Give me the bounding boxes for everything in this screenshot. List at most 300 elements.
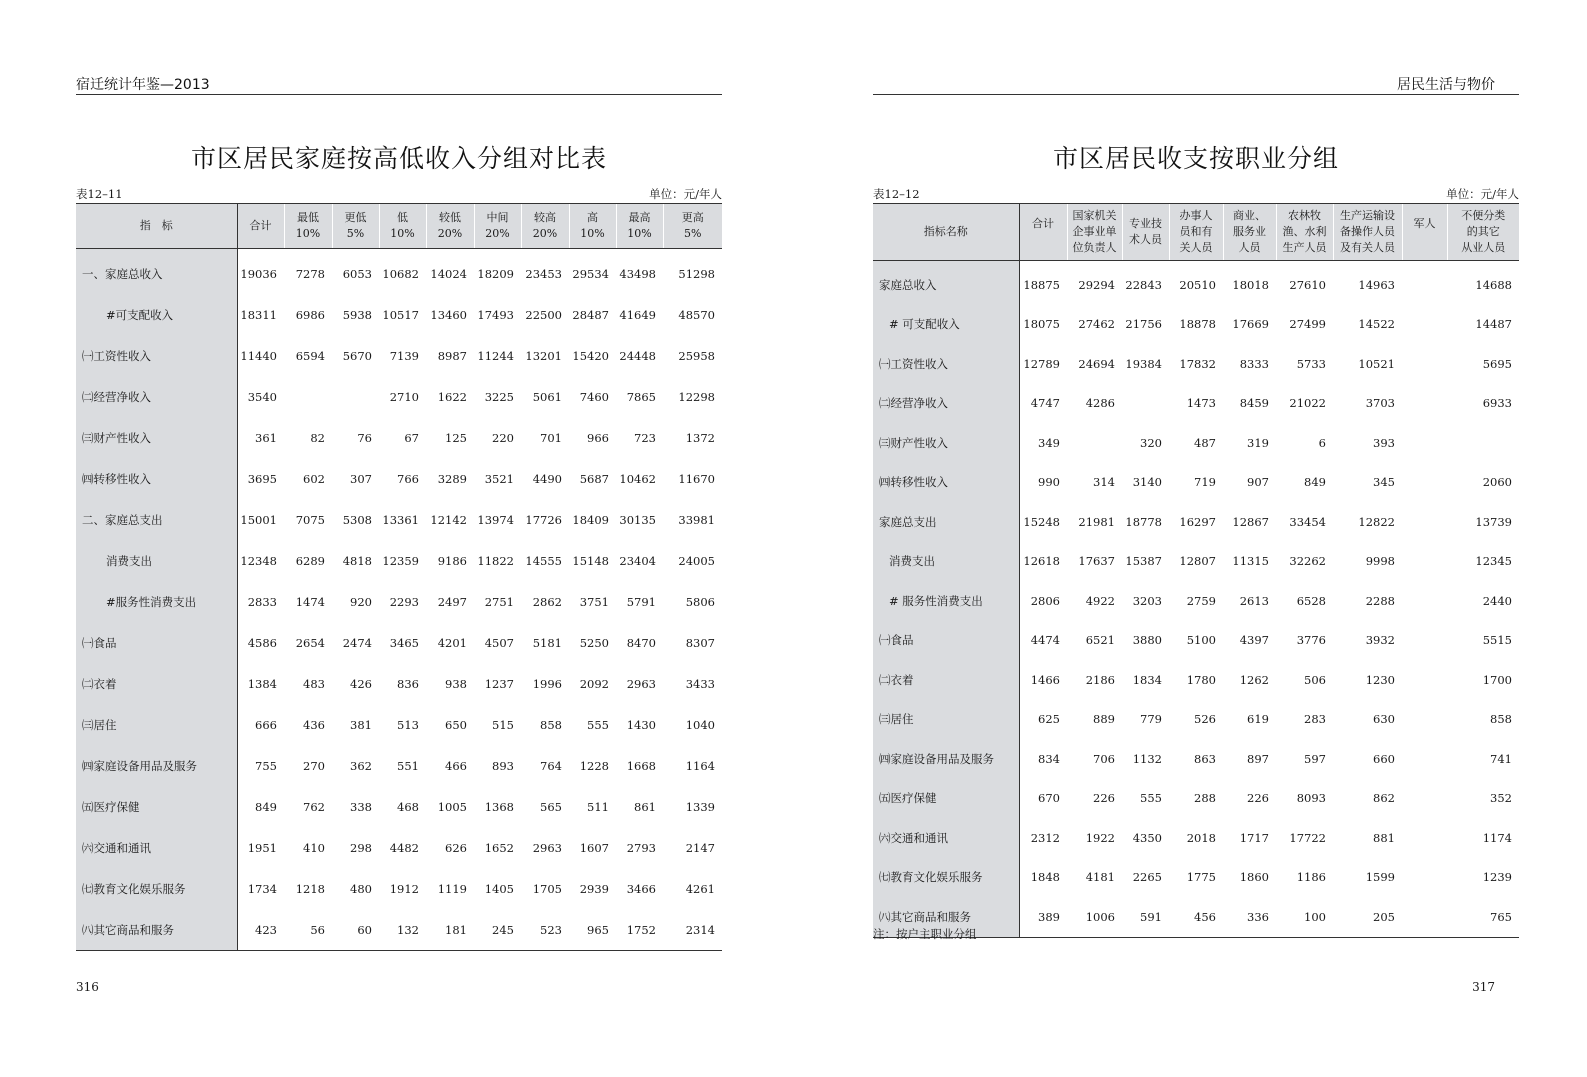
table-cell: 125	[445, 430, 467, 445]
column-header	[521, 204, 569, 249]
table-cell	[1402, 660, 1447, 700]
table-cell	[1402, 305, 1447, 345]
table-cell: 5100	[1186, 633, 1216, 648]
table-row	[873, 344, 1519, 384]
table-cell: 11822	[477, 553, 514, 568]
table-cell: 18209	[477, 266, 514, 281]
table-cell: 6528	[1296, 593, 1326, 608]
table-cell	[1402, 818, 1447, 858]
table-cell: 1834	[1132, 672, 1162, 687]
column-header	[569, 204, 616, 249]
income-group-table	[76, 203, 722, 951]
unit-label: 单位：元/年人	[649, 187, 722, 201]
header-row	[873, 204, 1519, 261]
table-cell	[1402, 779, 1447, 819]
table-cell: 591	[1122, 897, 1169, 937]
table-cell: 56	[284, 909, 332, 951]
table-cell: 4261	[685, 881, 715, 896]
row-label: ㈢财产性收入	[76, 417, 237, 458]
table-cell: 13201	[525, 348, 562, 363]
column-header	[1276, 204, 1333, 261]
table-row	[873, 305, 1519, 345]
table-row	[76, 786, 722, 827]
table-cell: 762	[303, 799, 325, 814]
table-cell	[1402, 897, 1447, 937]
column-header-line: 关人员	[1179, 241, 1213, 254]
table-title: 市区居民家庭按高低收入分组对比表	[190, 143, 607, 173]
table-cell: 23404	[619, 553, 656, 568]
table-cell: 1607	[579, 840, 609, 855]
table-cell: 2092	[579, 676, 609, 691]
row-label: ㈤医疗保健	[76, 786, 237, 827]
table-cell: 1622	[437, 389, 467, 404]
table-cell: 349	[1038, 435, 1060, 450]
table-cell: 19384	[1125, 356, 1162, 371]
table-cell: 4286	[1085, 396, 1115, 411]
table-cell: 76	[357, 430, 372, 445]
column-header	[1447, 204, 1519, 261]
table-cell: 15387	[1125, 554, 1162, 569]
page-number: 317	[1472, 980, 1495, 994]
table-cell: 2288	[1365, 593, 1395, 608]
table-cell: 4490	[532, 471, 562, 486]
table-cell: 2806	[1030, 593, 1060, 608]
table-cell: 352	[1490, 791, 1512, 806]
table-cell: 3751	[579, 594, 609, 609]
table-cell: 12345	[1475, 554, 1512, 569]
table-cell: 436	[303, 717, 325, 732]
table-cell: 483	[303, 676, 325, 691]
table-cell: 32262	[1289, 554, 1326, 569]
table-cell: 565	[540, 799, 562, 814]
table-cell: 18878	[1179, 317, 1216, 332]
table-cell: 14487	[1475, 317, 1512, 332]
column-header-line: 5%	[684, 227, 702, 240]
table-cell: 6053	[342, 266, 372, 281]
table-cell: 1005	[437, 799, 467, 814]
header-rule	[873, 94, 1519, 95]
table-cell: 515	[492, 717, 514, 732]
table-cell: 17637	[1078, 554, 1115, 569]
table-cell: 7460	[579, 389, 609, 404]
table-cell: 8470	[626, 635, 656, 650]
column-header-line: 企事业单	[1072, 225, 1117, 238]
table-cell: 8093	[1296, 791, 1326, 806]
table-cell: 11670	[678, 471, 715, 486]
table-cell: 226	[1247, 791, 1269, 806]
table-cell: 426	[350, 676, 372, 691]
table-cell: 990	[1038, 475, 1060, 490]
column-header-line: 10%	[295, 227, 321, 240]
table-cell: 13361	[382, 512, 419, 527]
column-header-line: 较高	[534, 211, 556, 224]
table-cell: 181	[426, 909, 474, 951]
table-cell: 670	[1038, 791, 1060, 806]
right-page	[790, 0, 1587, 1077]
table-row	[873, 779, 1519, 819]
table-cell: 298	[350, 840, 372, 855]
row-label: ㈠工资性收入	[873, 344, 1019, 384]
table-cell: 14522	[1358, 317, 1395, 332]
table-cell: 18875	[1023, 277, 1060, 292]
table-cell: 33454	[1289, 514, 1326, 529]
table-cell: 1848	[1030, 870, 1060, 885]
column-header-line: 从业人员	[1461, 241, 1506, 254]
column-header-line: 更低	[344, 211, 367, 224]
table-cell: 597	[1304, 751, 1326, 766]
table-cell: 27610	[1289, 277, 1326, 292]
table-row	[873, 858, 1519, 898]
table-cell: 1599	[1365, 870, 1395, 885]
table-cell: 4474	[1030, 633, 1060, 648]
column-header-index: 指标名称	[873, 204, 1019, 261]
table-cell: 12359	[382, 553, 419, 568]
table-cell: 1700	[1482, 672, 1512, 687]
row-label: ㈡衣着	[873, 660, 1019, 700]
column-header	[1122, 204, 1169, 261]
table-cell	[1402, 423, 1447, 463]
table-cell: 619	[1247, 712, 1269, 727]
table-cell: 5515	[1482, 633, 1512, 648]
table-cell	[1447, 423, 1519, 463]
row-label: 消费支出	[76, 540, 237, 581]
table-cell	[1402, 700, 1447, 740]
table-cell	[1402, 344, 1447, 384]
table-cell: 7075	[295, 512, 325, 527]
table-cell: 22500	[525, 307, 562, 322]
table-row	[873, 463, 1519, 503]
table-cell: 12618	[1023, 554, 1060, 569]
table-cell: 24694	[1078, 356, 1115, 371]
table-cell: 15420	[572, 348, 609, 363]
table-row	[76, 376, 722, 417]
table-cell: 14555	[525, 553, 562, 568]
column-header-line: 不便分类	[1461, 209, 1506, 222]
column-header-line: 术人员	[1129, 233, 1162, 246]
table-cell: 889	[1093, 712, 1115, 727]
table-cell: 6521	[1085, 633, 1115, 648]
table-cell: 29294	[1078, 277, 1115, 292]
table-cell: 480	[350, 881, 372, 896]
table-row	[76, 294, 722, 335]
table-cell: 2440	[1482, 593, 1512, 608]
table-cell: 965	[569, 909, 616, 951]
table-cell	[1402, 621, 1447, 661]
table-cell: 4922	[1085, 593, 1115, 608]
table-cell: 5791	[626, 594, 656, 609]
table-cell: 5181	[532, 635, 562, 650]
table-cell: 719	[1194, 475, 1216, 490]
table-cell: 555	[1140, 791, 1162, 806]
table-cell: 4181	[1085, 870, 1115, 885]
table-cell: 25958	[678, 348, 715, 363]
table-cell: 361	[255, 430, 277, 445]
table-cell: 2613	[1239, 593, 1269, 608]
running-head: 宿迁统计年鉴—2013	[76, 77, 210, 93]
table-cell: 5250	[579, 635, 609, 650]
table-cell: 861	[634, 799, 656, 814]
table-cell: 1466	[1030, 672, 1060, 687]
table-cell: 51298	[678, 266, 715, 281]
table-cell: 15001	[240, 512, 277, 527]
row-label: ㈣转移性收入	[873, 463, 1019, 503]
column-header-line: 国家机关	[1072, 209, 1117, 222]
table-cell: 858	[1490, 712, 1512, 727]
table-cell: 16297	[1179, 514, 1216, 529]
column-header-line: 低	[397, 211, 408, 224]
table-cell: 1752	[616, 909, 663, 951]
table-cell: 410	[303, 840, 325, 855]
table-row	[76, 868, 722, 909]
table-cell	[1402, 739, 1447, 779]
column-header-line: 最低	[297, 211, 319, 224]
table-cell: 8459	[1239, 396, 1269, 411]
table-cell: 2751	[484, 594, 514, 609]
row-label: ㈥交通和通讯	[76, 827, 237, 868]
row-label: 家庭总收入	[873, 261, 1019, 305]
left-page	[0, 0, 790, 1077]
row-label: ㈣转移性收入	[76, 458, 237, 499]
row-label: ㈡经营净收入	[76, 376, 237, 417]
table-cell: 755	[255, 758, 277, 773]
table-cell: 1996	[532, 676, 562, 691]
row-label: # 服务性消费支出	[873, 581, 1019, 621]
table-cell: 1040	[685, 717, 715, 732]
table-cell: 1384	[247, 676, 277, 691]
table-cell: 966	[587, 430, 609, 445]
table-row	[873, 502, 1519, 542]
table-title: 市区居民收支按职业分组	[1052, 143, 1339, 173]
table-cell: 270	[303, 758, 325, 773]
table-cell: 907	[1247, 475, 1269, 490]
column-header-line: 生产人员	[1282, 241, 1327, 254]
table-cell: 1186	[1296, 870, 1326, 885]
table-row	[76, 540, 722, 581]
table-cell: 3433	[685, 676, 715, 691]
column-header	[284, 204, 332, 249]
table-cell: 1237	[484, 676, 514, 691]
column-header-line: 服务业	[1233, 225, 1266, 238]
column-header-line: 员和有	[1179, 225, 1213, 238]
table-cell: 319	[1247, 435, 1269, 450]
column-header	[426, 204, 474, 249]
column-header-line: 渔、水利	[1282, 225, 1327, 238]
table-cell: 21022	[1289, 396, 1326, 411]
table-cell: 12807	[1179, 554, 1216, 569]
column-header-index: 指 标	[76, 204, 237, 249]
table-row	[76, 581, 722, 622]
table-cell	[284, 376, 332, 417]
table-cell: 3932	[1365, 633, 1395, 648]
table-cell: 23453	[525, 266, 562, 281]
column-header	[1402, 204, 1447, 261]
table-cell	[1067, 423, 1122, 463]
table-cell: 27462	[1078, 317, 1115, 332]
table-row	[76, 663, 722, 704]
table-cell: 1473	[1186, 396, 1216, 411]
table-cell: 1705	[532, 881, 562, 896]
table-cell: 41649	[619, 307, 656, 322]
column-header-line: 合计	[1032, 217, 1054, 230]
row-label: ㈣家庭设备用品及服务	[873, 739, 1019, 779]
unit-label: 单位：元/年人	[1446, 187, 1519, 201]
table-cell: 513	[397, 717, 419, 732]
table-cell: 12789	[1023, 356, 1060, 371]
table-cell: 389	[1019, 897, 1067, 937]
table-cell: 220	[492, 430, 514, 445]
table-cell: 1780	[1186, 672, 1216, 687]
table-cell: 22843	[1125, 277, 1162, 292]
table-cell: 4482	[389, 840, 419, 855]
table-cell: 5061	[532, 389, 562, 404]
table-cell: 1922	[1085, 830, 1115, 845]
table-cell: 3465	[389, 635, 419, 650]
table-cell: 2710	[389, 389, 419, 404]
table-cell: 10682	[382, 266, 419, 281]
table-row	[873, 261, 1519, 305]
table-cell: 1372	[685, 430, 715, 445]
table-cell: 2759	[1186, 593, 1216, 608]
column-header	[237, 204, 284, 249]
table-cell: 1230	[1365, 672, 1395, 687]
table-cell: 19036	[240, 266, 277, 281]
table-cell: 2314	[663, 909, 722, 951]
column-header-line: 位负责人	[1072, 241, 1117, 254]
table-row	[873, 581, 1519, 621]
table-cell: 18778	[1125, 514, 1162, 529]
table-number: 表12–11	[76, 187, 123, 201]
table-cell: 1174	[1482, 830, 1512, 845]
table-cell: 741	[1490, 751, 1512, 766]
row-label: ㈤医疗保健	[873, 779, 1019, 819]
table-cell: 338	[350, 799, 372, 814]
table-cell: 1262	[1239, 672, 1269, 687]
table-cell: 1405	[484, 881, 514, 896]
table-cell: 4350	[1132, 830, 1162, 845]
table-cell: 1912	[389, 881, 419, 896]
table-cell: 626	[445, 840, 467, 855]
column-header-line: 办事人	[1179, 209, 1213, 222]
table-cell: 1339	[685, 799, 715, 814]
table-cell: 314	[1093, 475, 1115, 490]
table-cell: 132	[379, 909, 426, 951]
table-cell: 2186	[1085, 672, 1115, 687]
table-cell: 5733	[1296, 356, 1326, 371]
table-cell: 3289	[437, 471, 467, 486]
table-cell: 3466	[626, 881, 656, 896]
table-cell: 555	[587, 717, 609, 732]
table-note: 注：按户主职业分组	[873, 927, 977, 941]
table-cell: 5806	[685, 594, 715, 609]
occupation-group-table	[873, 203, 1519, 938]
column-header-line: 10%	[390, 227, 415, 240]
table-cell: 10462	[619, 471, 656, 486]
column-header-line: 20%	[485, 227, 510, 240]
row-label: ㈥交通和通讯	[873, 818, 1019, 858]
table-cell: 3225	[484, 389, 514, 404]
table-cell: 2265	[1132, 870, 1162, 885]
table-cell: 602	[303, 471, 325, 486]
table-cell: 13460	[430, 307, 467, 322]
table-number: 表12–12	[873, 187, 920, 201]
table-cell: 526	[1194, 712, 1216, 727]
table-cell: 12348	[240, 553, 277, 568]
row-label: ㈦教育文化娱乐服务	[873, 858, 1019, 898]
column-header-line: 较低	[439, 211, 461, 224]
table-row	[76, 704, 722, 745]
table-cell: 9186	[437, 553, 467, 568]
table-row	[873, 739, 1519, 779]
table-cell: 15148	[572, 553, 609, 568]
table-cell: 1006	[1067, 897, 1122, 937]
table-cell: 21756	[1125, 317, 1162, 332]
table-cell: 5695	[1482, 356, 1512, 371]
table-cell: 468	[397, 799, 419, 814]
table-cell: 766	[397, 471, 419, 486]
table-cell: 27499	[1289, 317, 1326, 332]
table-cell: 1239	[1482, 870, 1512, 885]
table-cell: 320	[1140, 435, 1162, 450]
table-cell: 11440	[240, 348, 277, 363]
table-cell: 12867	[1232, 514, 1269, 529]
table-cell: 6289	[295, 553, 325, 568]
page-number: 316	[76, 980, 99, 994]
table-cell: 2497	[437, 594, 467, 609]
row-label: 消费支出	[873, 542, 1019, 582]
table-cell: 226	[1093, 791, 1115, 806]
table-cell: 1717	[1239, 830, 1269, 845]
table-cell: 2654	[295, 635, 325, 650]
column-header-line: 的其它	[1466, 225, 1500, 238]
table-cell: 4586	[247, 635, 277, 650]
table-cell: 3776	[1296, 633, 1326, 648]
column-header-line: 5%	[346, 227, 365, 240]
table-row	[76, 335, 722, 376]
table-cell	[1402, 261, 1447, 305]
table-row	[76, 909, 722, 951]
table-cell: 8987	[437, 348, 467, 363]
row-label: ㈡经营净收入	[873, 384, 1019, 424]
table-cell: 2018	[1186, 830, 1216, 845]
column-header-line: 10%	[627, 227, 652, 240]
table-cell: 82	[310, 430, 325, 445]
table-cell: 2293	[389, 594, 419, 609]
table-row	[873, 542, 1519, 582]
header-row	[76, 204, 722, 249]
column-header-line: 专业技	[1129, 217, 1162, 230]
table-cell: 1430	[626, 717, 656, 732]
table-cell: 11315	[1232, 554, 1269, 569]
column-header-line: 20%	[437, 227, 463, 240]
table-cell: 3695	[247, 471, 277, 486]
column-header	[332, 204, 379, 249]
table-cell: 1652	[484, 840, 514, 855]
table-cell: 307	[350, 471, 372, 486]
table-cell: 506	[1304, 672, 1326, 687]
column-header	[616, 204, 663, 249]
table-cell: 423	[237, 909, 284, 951]
table-row	[76, 827, 722, 868]
table-cell: 897	[1247, 751, 1269, 766]
column-header	[1169, 204, 1223, 261]
table-cell: 1218	[295, 881, 325, 896]
column-header-line: 人员	[1238, 241, 1261, 254]
table-row	[873, 660, 1519, 700]
table-cell: 466	[445, 758, 467, 773]
table-row	[76, 745, 722, 786]
column-header-line: 及有关人员	[1340, 241, 1395, 254]
table-cell: 288	[1194, 791, 1216, 806]
